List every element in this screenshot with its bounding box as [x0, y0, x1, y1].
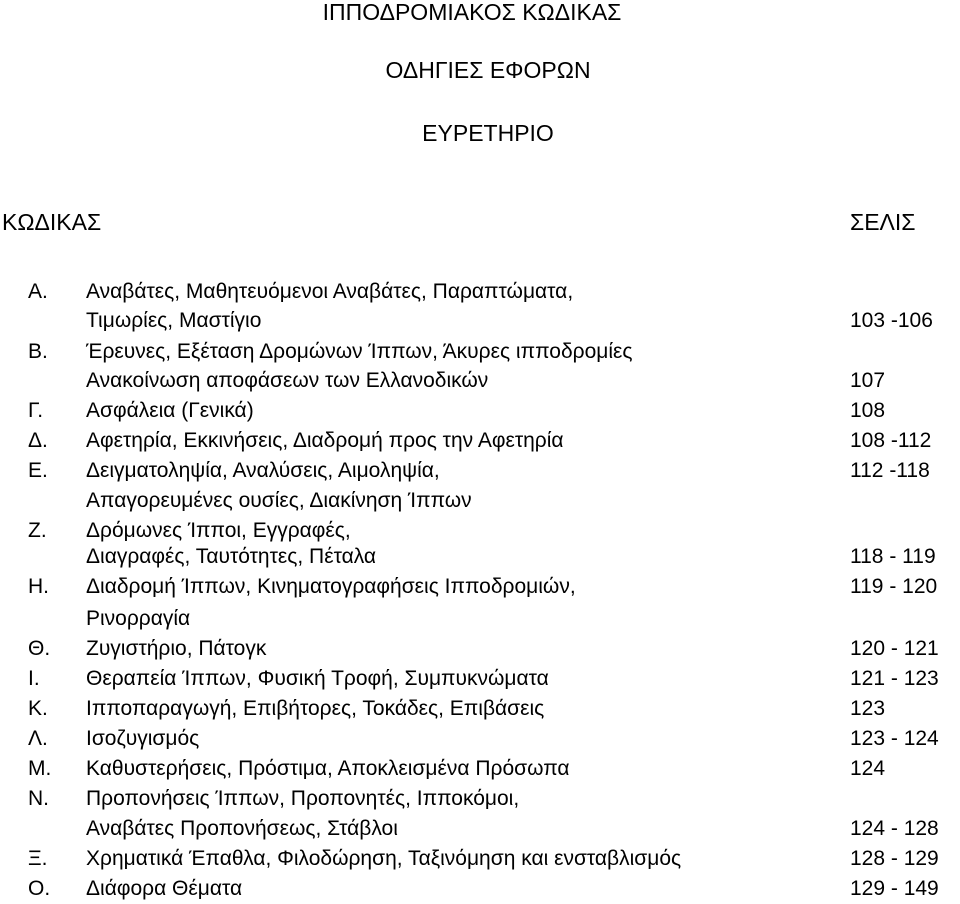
index-entry-continuation — [0, 366, 960, 396]
index-entry-continuation — [0, 306, 960, 336]
entry-letter: Θ. — [28, 637, 51, 660]
entry-text: Ανακοίνωση αποφάσεων των Ελλανοδικών — [86, 369, 489, 392]
entry-pages: 128 - 129 — [850, 847, 939, 870]
entry-letter: Ι. — [28, 667, 40, 690]
entry-pages: 119 - 120 — [850, 575, 938, 598]
entry-text: Διάφορα Θέματα — [86, 877, 243, 900]
index-entry — [0, 694, 960, 724]
entry-text: Δρόμωνες Ίπποι, Εγγραφές, — [86, 519, 351, 542]
entry-text: Αναβάτες Προπονήσεως, Στάβλοι — [86, 817, 398, 840]
entry-letter: Μ. — [28, 757, 52, 780]
entry-letter: Κ. — [28, 697, 48, 720]
entry-letter: Η. — [28, 575, 49, 598]
index-entry — [0, 874, 960, 904]
index-entry-continuation — [0, 604, 960, 634]
entry-text: Αφετηρία, Εκκινήσεις, Διαδρομή προς την Αφετηρία — [86, 429, 564, 452]
entry-letter: Β. — [28, 340, 48, 363]
column-header-page: ΣΕΛΙΣ — [850, 209, 916, 235]
index-entry-continuation — [0, 814, 960, 844]
entry-pages: 123 — [850, 697, 886, 720]
entry-letter: Λ. — [28, 727, 48, 750]
entry-text: Ιπποπαραγωγή, Επιβήτορες, Τοκάδες, Επιβάσεις — [86, 697, 545, 720]
entry-letter: Ε. — [28, 459, 48, 482]
entry-text: Ρινορραγία — [86, 607, 191, 630]
index-heading: ΕΥΡΕΤΗΡΙΟ — [422, 120, 554, 146]
index-entry — [0, 724, 960, 754]
entry-text: Δειγματοληψία, Αναλύσεις, Αιμοληψία, — [86, 459, 440, 482]
entry-pages: 121 - 123 — [850, 667, 939, 690]
entry-text: Τιμωρίες, Μαστίγιο — [86, 309, 262, 332]
entry-pages: 124 — [850, 757, 886, 780]
entry-pages: 118 - 119 — [850, 545, 936, 568]
index-entry — [0, 396, 960, 426]
index-entry-continuation — [0, 486, 960, 516]
column-header-code: ΚΩΔΙΚΑΣ — [2, 209, 102, 235]
entry-pages: 103 -106 — [850, 309, 933, 332]
entry-letter: Ζ. — [28, 519, 47, 542]
entry-text: Αναβάτες, Μαθητευόμενοι Αναβάτες, Παραπτώματα, — [86, 280, 574, 303]
index-entry — [0, 456, 960, 486]
entry-text: Απαγορευμένες ουσίες, Διακίνηση Ίππων — [86, 489, 472, 512]
index-entry — [0, 754, 960, 784]
entry-pages: 124 - 128 — [850, 817, 939, 840]
entry-text: Ασφάλεια (Γενικά) — [86, 399, 254, 422]
entry-text: Ζυγιστήριο, Πάτογκ — [86, 637, 267, 660]
index-entry — [0, 426, 960, 456]
entry-pages: 120 - 121 — [850, 637, 939, 660]
entry-pages: 123 - 124 — [850, 727, 939, 750]
entry-pages: 108 -112 — [850, 429, 932, 452]
entry-text: Θεραπεία Ίππων, Φυσική Τροφή, Συμπυκνώματα — [86, 667, 549, 690]
index-entry — [0, 664, 960, 694]
entry-text: Χρηματικά Έπαθλα, Φιλοδώρηση, Ταξινόμηση και ενσταβλισμός — [86, 847, 682, 870]
entry-letter: Ο. — [28, 877, 51, 900]
index-entry — [0, 277, 960, 307]
index-entry — [0, 572, 960, 602]
entry-letter: Α. — [28, 280, 48, 303]
index-entry — [0, 784, 960, 814]
entry-pages: 107 — [850, 369, 886, 392]
entry-letter: Ν. — [28, 787, 49, 810]
entry-text: Διαδρομή Ίππων, Κινηματογραφήσεις Ιπποδρομιών, — [86, 575, 576, 598]
entry-pages: 108 — [850, 399, 886, 422]
index-entry-continuation — [0, 542, 960, 572]
entry-text: Καθυστερήσεις, Πρόστιμα, Αποκλεισμένα Πρόσωπα — [86, 757, 570, 780]
entry-letter: Ξ. — [28, 847, 48, 870]
entry-text: Έρευνες, Εξέταση Δρομώνων Ίππων, Άκυρες ιπποδρομίες — [86, 340, 633, 363]
index-entry — [0, 634, 960, 664]
document-subtitle: ΟΔΗΓΙΕΣ ΕΦΟΡΩΝ — [385, 57, 591, 83]
entry-text: Ισοζυγισμός — [86, 727, 200, 750]
index-entry — [0, 337, 960, 367]
entry-pages: 112 -118 — [850, 459, 930, 482]
entry-pages: 129 - 149 — [850, 877, 939, 900]
document-title: ΙΠΠΟΔΡΟΜΙΑΚΟΣ ΚΩΔΙΚΑΣ — [322, 0, 622, 25]
entry-text: Διαγραφές, Ταυτότητες, Πέταλα — [86, 545, 377, 568]
entry-letter: Γ. — [28, 399, 44, 422]
entry-text: Προπονήσεις Ίππων, Προπονητές, Ιπποκόμοι, — [86, 787, 520, 810]
index-entry — [0, 844, 960, 874]
entry-letter: Δ. — [28, 429, 48, 452]
